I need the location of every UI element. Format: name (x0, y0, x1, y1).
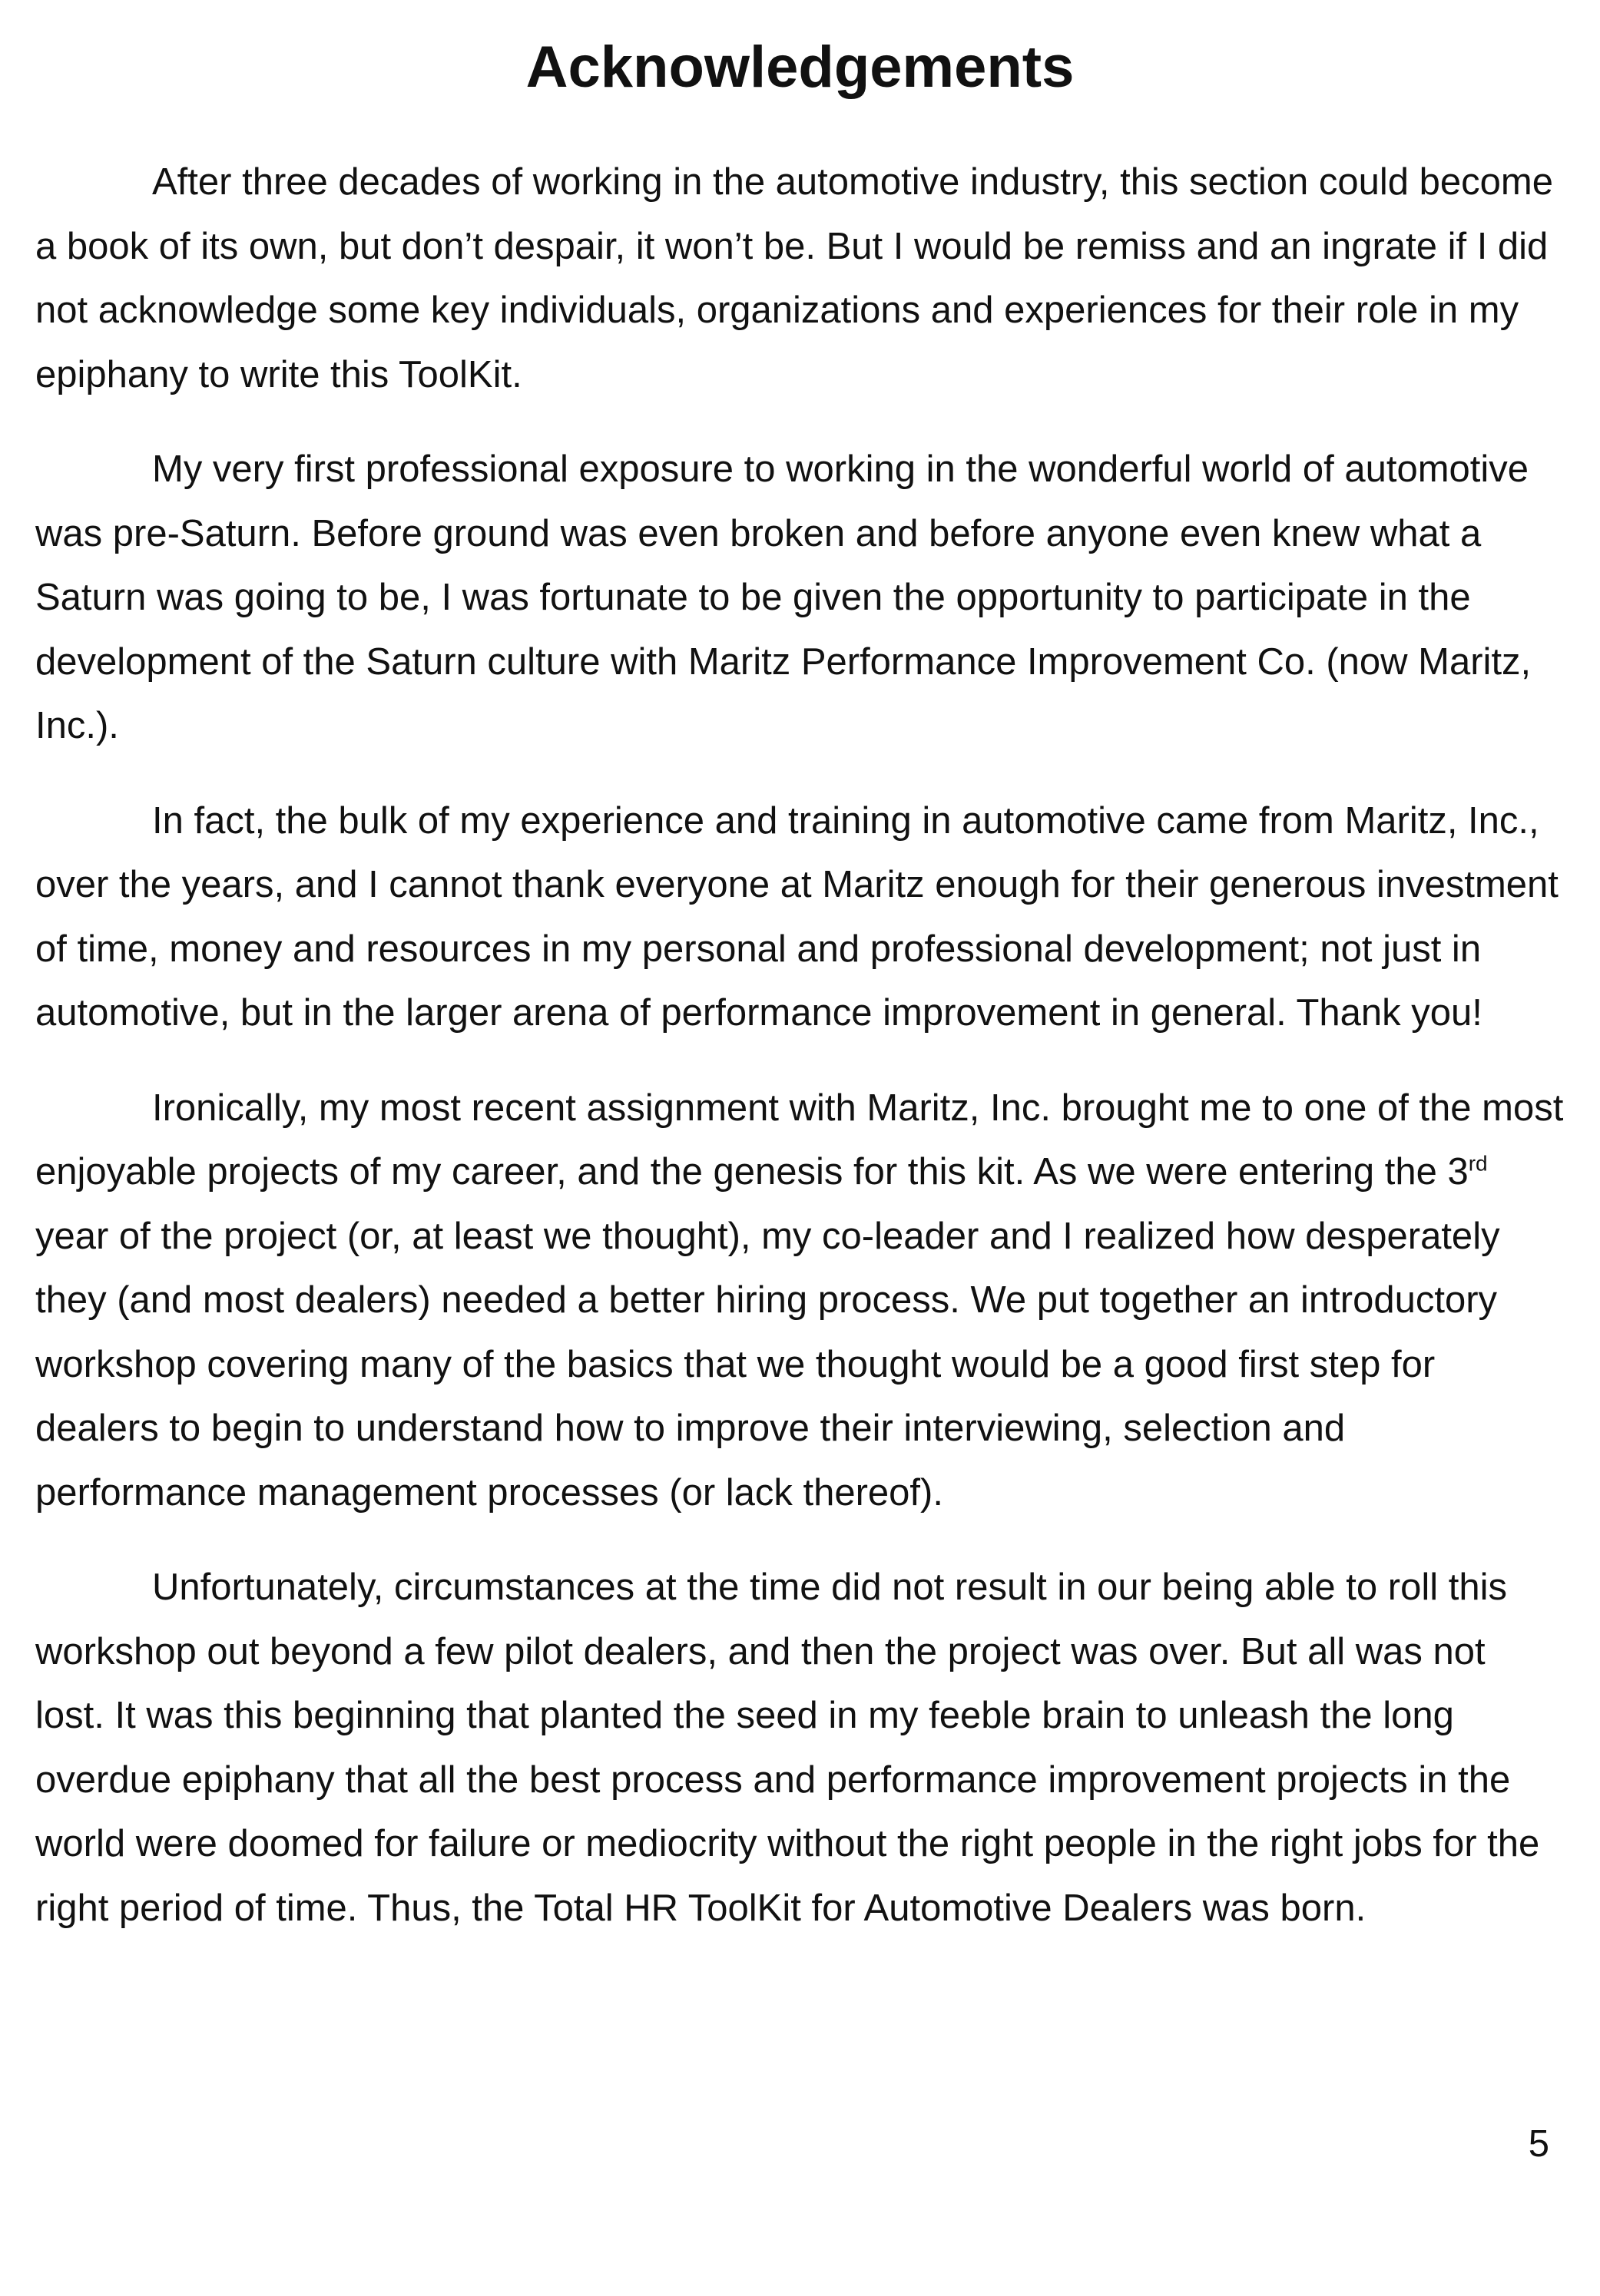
paragraph-5: Unfortunately, circumstances at the time did not result in our being able to roll this workshop out beyond a few pilot dealers, and then the project was over. But all was not lost. It was this beginning that planted the seed in my feeble brain to unleash the long overdue epiphany that all the best process and performance improvement projects in the world were doomed for failure or mediocrity without the right people in the right jobs for the right period of time. Thus, the Total HR ToolKit for Automotive Dealers was born. (35, 1567, 1540, 1929)
paragraph-4 (35, 1077, 1564, 1526)
body-text (35, 151, 1564, 1971)
page-title: Acknowledgements (525, 35, 1075, 100)
paragraph-4-part-1: Ironically, my most recent assignment with Maritz, Inc. brought me to one of the most enjoyable projects of my career, and the genesis for this kit. As we were entering the 3 (35, 1087, 1564, 1193)
paragraph-3: In fact, the bulk of my experience and training in automotive came from Maritz, Inc., over the years, and I cannot thank everyone at Maritz enough for their generous investment of time, money and resources in my personal and professional development; not just in automotive, but in the larger arena of performance improvement in general. Thank you! (35, 799, 1559, 1034)
ordinal-superscript: rd (1468, 1151, 1488, 1176)
page-number: 5 (1528, 2123, 1549, 2165)
paragraph-4-part-2: year of the project (or, at least we thought), my co-leader and I realized how desperately they (and most dealers) needed a better hiring process. We put together an introductory workshop covering many of the basics that we thought would be a good first step for dealers to begin to understand how to improve their interviewing, selection and performance management processes (or lack thereof). (35, 1215, 1500, 1514)
paragraph-2: My very first professional exposure to working in the wonderful world of automotive was pre-Saturn. Before ground was even broken and before anyone even knew what a Saturn was going to be, I was fortunate to be given the opportunity to participate in the development of the Saturn culture with Maritz Performance Improvement Co. (now Maritz, Inc.). (35, 448, 1532, 746)
paragraph-1: After three decades of working in the automotive industry, this section could become a book of its own, but don’t despair, it won’t be. But I would be remiss and an ingrate if I did not acknowledge some key individuals, organizations and experiences for their role in my epiphany to write this ToolKit. (35, 161, 1553, 395)
